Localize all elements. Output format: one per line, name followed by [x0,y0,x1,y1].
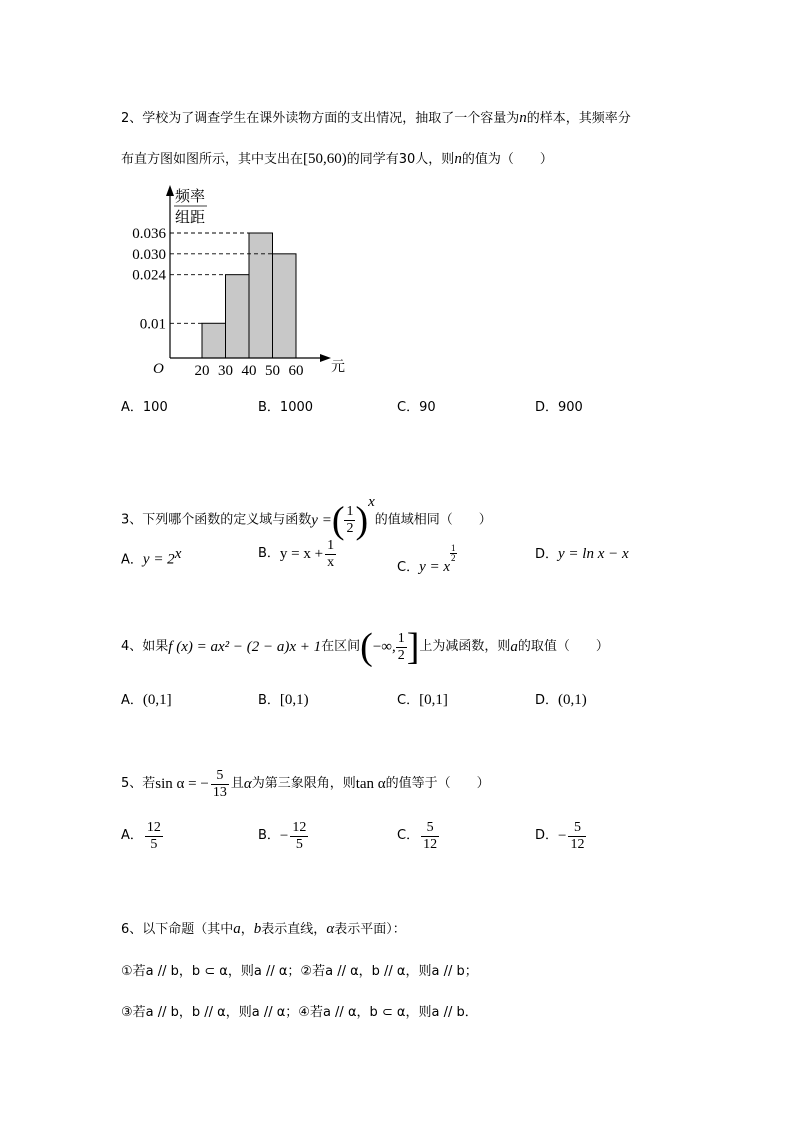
histogram-bar-3 [249,233,273,358]
q4-option-a[interactable]: A．(0,1] [121,692,172,708]
y-axis-arrow [166,185,174,196]
q2-line-2: 布直方图如图所示，其中支出在[50,60)的同学有30人，则n的值为（ ） [121,151,553,167]
q4-option-b[interactable]: B．[0,1) [258,692,309,708]
fraction-one-half: $\frac{1}{2}$ [346,504,354,536]
q6-statements-1-2: ①若a // b，b ⊂ α，则a // α；②若a // α，b // α，则a // b； [121,964,478,979]
q4-option-d[interactable]: D．(0,1) [535,692,587,708]
interval-50-60: [50,60) [303,151,347,167]
x-tick-label: 30 [218,363,233,379]
q4-stem: 4、如果f (x) = ax² − (2 − a)x + 1在区间(−∞, $\frac{1}{2}$ ]上为减函数，则a的取值（ ） [121,626,609,668]
ylabel-top: 频率 [174,189,206,205]
q2-option-c[interactable]: C．90 [397,400,436,415]
q2-line-1: 2、学校为了调查学生在课外读物方面的支出情况，抽取了一个容量为n的样本，其频率分 [121,110,631,126]
q5-option-a[interactable]: A． $\frac{12}{5}$ [121,819,161,852]
q3-option-b[interactable]: B．y = x + $\frac{1}{x}$ [258,537,335,570]
histogram-bar-1 [202,323,226,358]
var-n: n [454,151,462,167]
histogram-bar-4 [273,254,297,358]
y-tick-label: 0.036 [132,226,166,242]
q5-option-c[interactable]: C． $\frac{5}{12}$ [397,819,438,852]
q2-option-b[interactable]: B．1000 [258,400,314,415]
q2-option-d[interactable]: D．900 [535,400,583,415]
q3-stem: 3、下列哪个函数的定义域与函数y =( $\frac{1}{2}$ )$^x$的值域相同（ ） [121,494,492,542]
ylabel-bottom: 组距 [174,210,206,226]
y-tick-label: 0.01 [139,316,166,333]
q5-option-b[interactable]: B．− $\frac{12}{5}$ [258,819,307,852]
q6-stem: 6、以下命题（其中a，b表示直线，α表示平面）： [121,921,406,937]
histogram [120,180,360,380]
q2-option-a[interactable]: A．100 [121,400,168,415]
x-tick-label: 20 [194,363,210,379]
origin-label: O [153,361,164,377]
x-axis-arrow [320,354,331,362]
q4-option-c[interactable]: C．[0,1] [397,692,448,708]
x-unit-label: 元 [331,360,345,375]
x-tick-label: 40 [241,363,257,379]
q3-option-c[interactable]: C．y = x $\frac{1}{2}$ [397,543,456,575]
var-n: n [519,110,527,126]
histogram-bar-2 [226,275,250,358]
y-tick-label: 0.024 [132,267,166,284]
q6-statements-3-4: ③若a // b，b // α，则a // α；④若a // α，b ⊂ α，则a // b． [121,1005,478,1020]
q5-stem: 5、若sin α = − $\frac{5}{13}$ 且α为第三象限角，则tan α的值等于（ ） [121,767,490,800]
x-tick-label: 60 [288,363,304,379]
x-tick-label: 50 [265,363,280,379]
q5-option-d[interactable]: D．− $\frac{5}{12}$ [535,819,585,852]
q3-option-a[interactable]: A．$y = 2^x$ [121,546,182,568]
y-tick-label: 0.030 [132,246,166,263]
q3-option-d[interactable]: D．y = ln x − x [535,546,629,562]
